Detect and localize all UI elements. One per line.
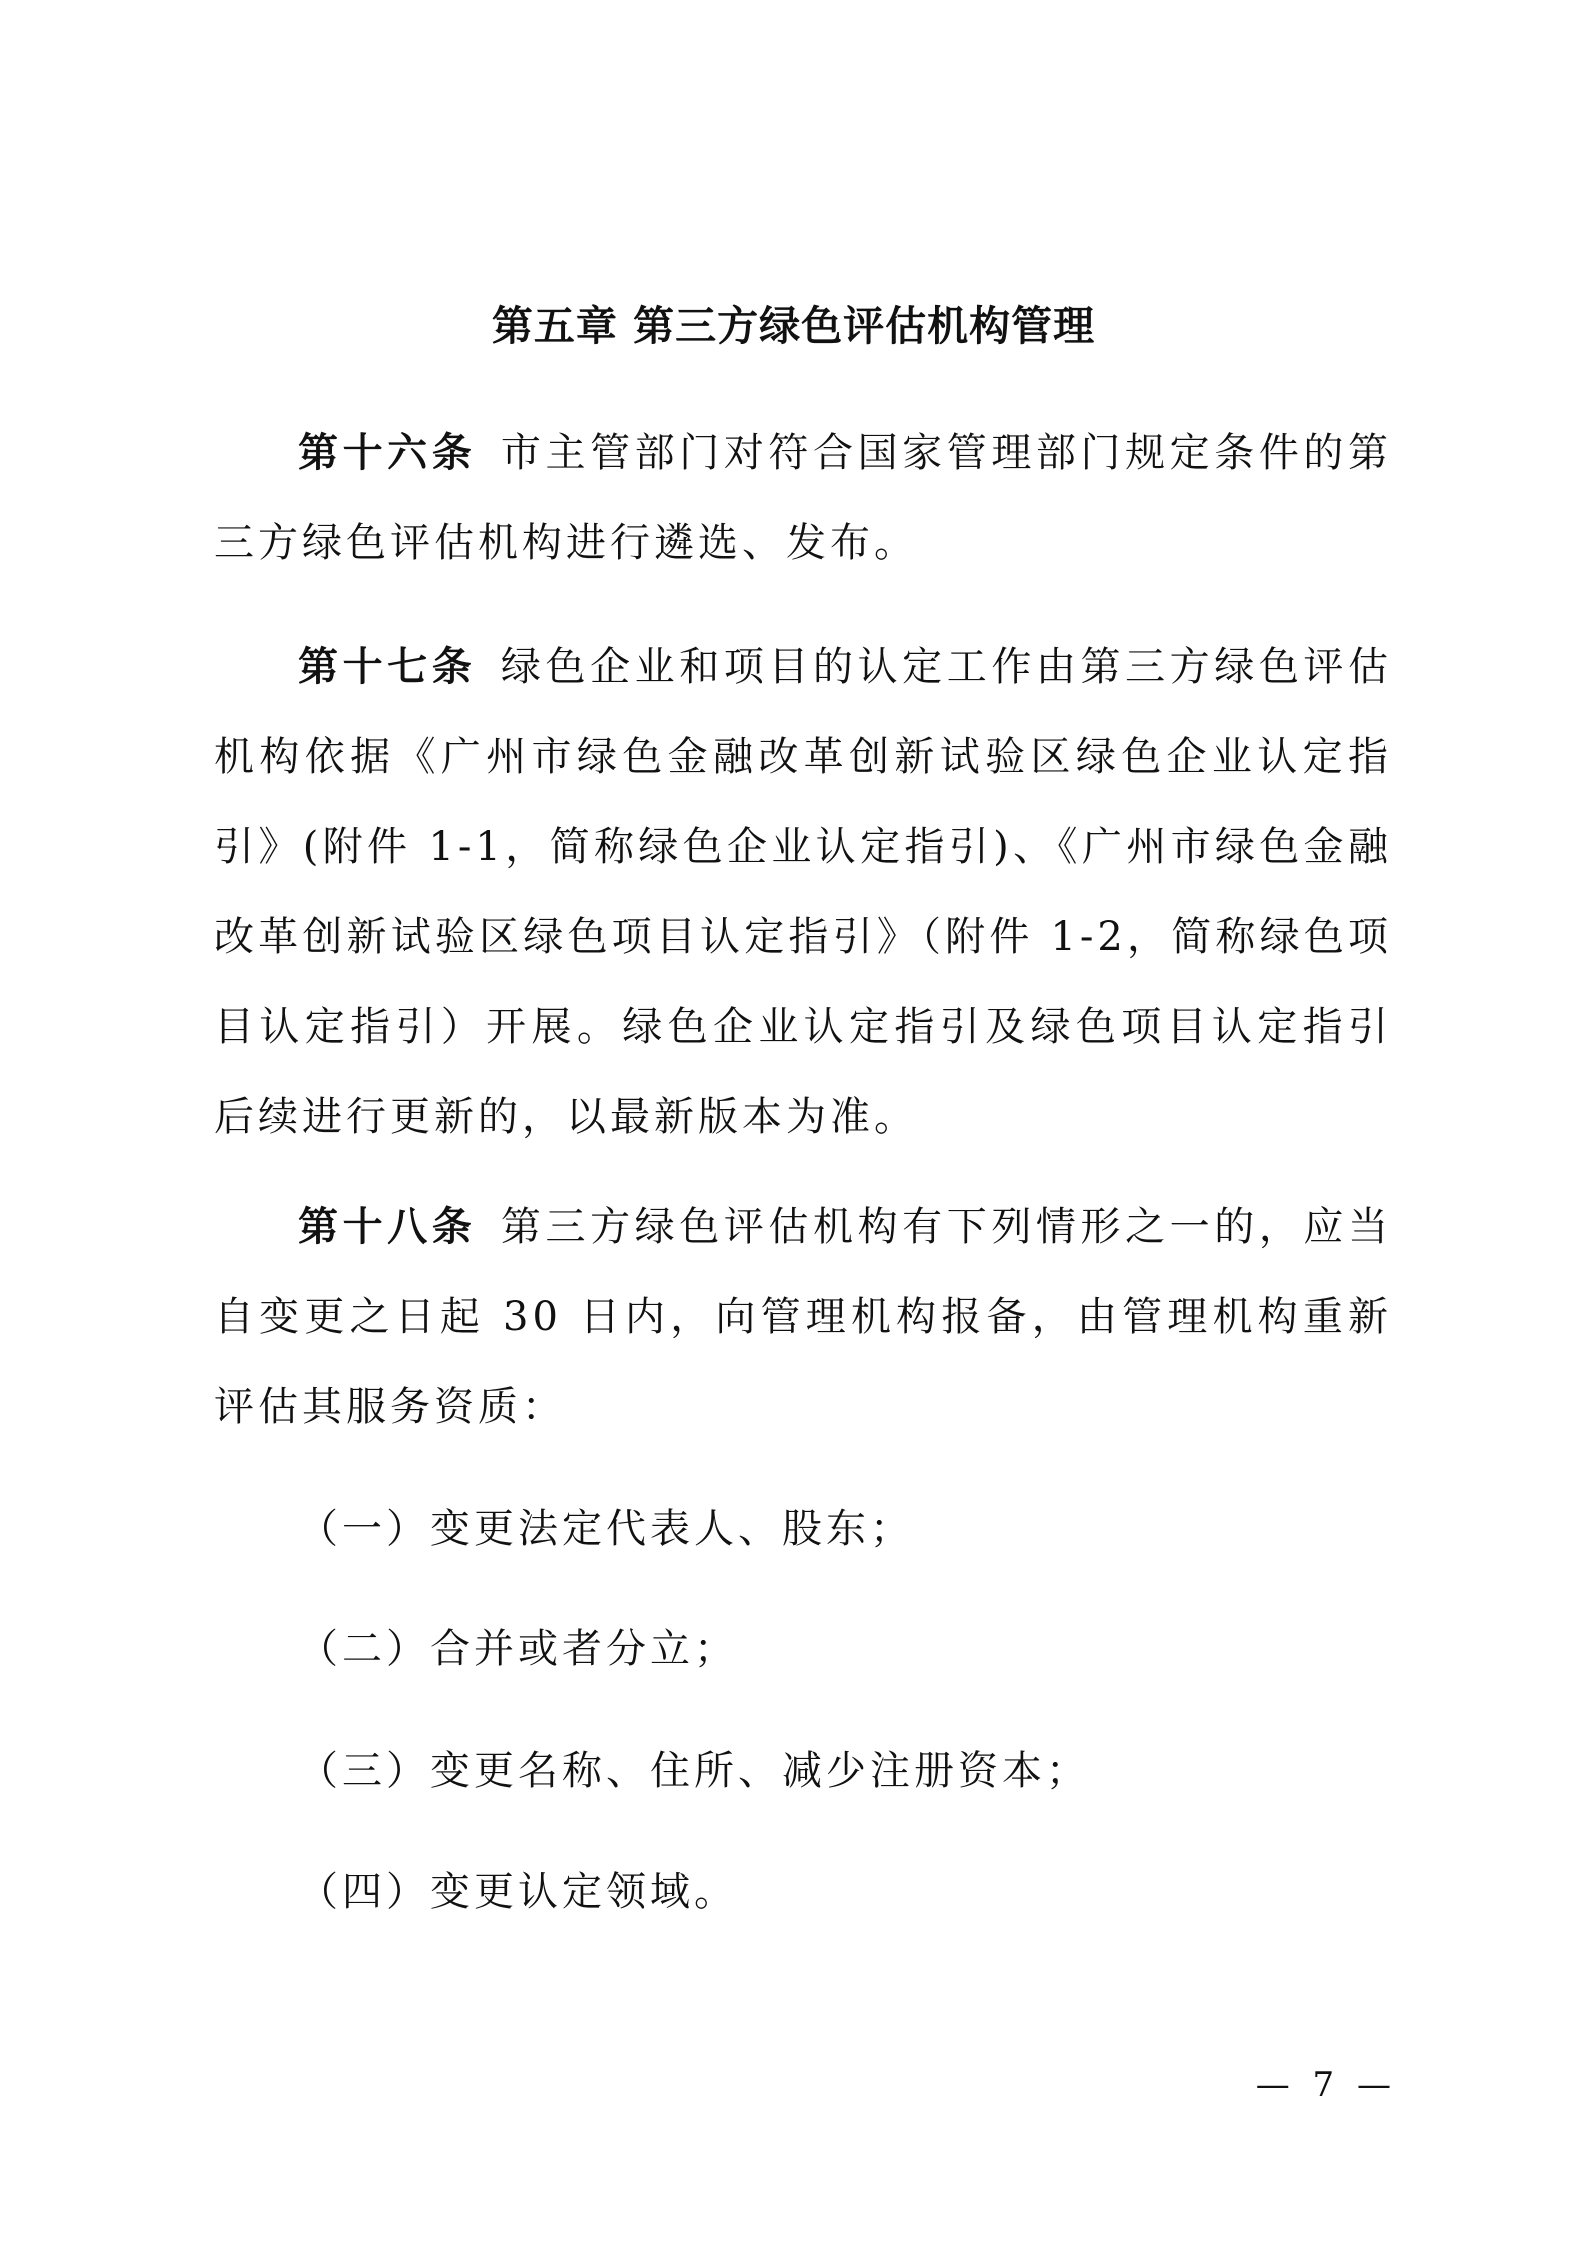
list-item-4: （四）变更认定领域。	[298, 1869, 738, 1915]
list-item-1: （一）变更法定代表人、股东；	[298, 1506, 914, 1552]
chapter-title: 第五章 第三方绿色评估机构管理	[491, 302, 1096, 350]
article-17-text: 绿色企业和项目的认定工作由第三方绿色评估机构依据《广州市绿色金融改革创新试验区绿色企业认定指引》(附件 1-1，简称绿色企业认定指引)、《广州市绿色金融改革创新试验区绿色项目认定指引》（附件 1-2，简称绿色项目认定指引）开展。绿色企业认定指引及绿色项目认定指引后续进行更新的，以最新版本为准。	[214, 644, 1393, 1140]
article-18	[214, 1182, 1392, 1452]
article-16	[214, 408, 1392, 588]
article-16-label: 第十六条	[298, 430, 477, 476]
article-18-text: 第三方绿色评估机构有下列情形之一的，应当自变更之日起 30 日内，向管理机构报备，由管理机构重新评估其服务资质：	[214, 1204, 1393, 1430]
list-item-2: （二）合并或者分立；	[298, 1626, 738, 1672]
article-17-label: 第十七条	[298, 644, 477, 690]
page-number: — 7 —	[1255, 2065, 1397, 2105]
article-18-label: 第十八条	[298, 1204, 477, 1250]
list-item-3: （三）变更名称、住所、减少注册资本；	[298, 1748, 1090, 1794]
article-17	[214, 622, 1392, 1162]
article-16-text: 市主管部门对符合国家管理部门规定条件的第三方绿色评估机构进行遴选、发布。	[214, 430, 1393, 566]
